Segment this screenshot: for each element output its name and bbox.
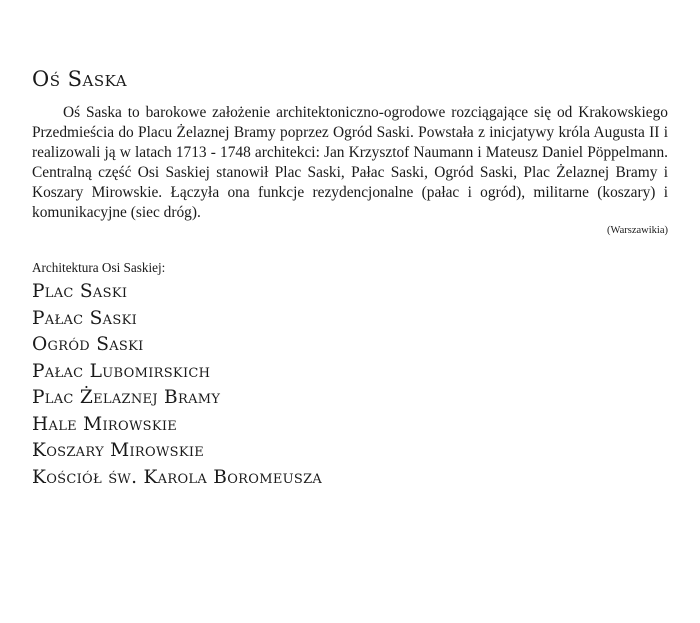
list-item: Ogród Saski [32,334,144,355]
list-item: Plac Żelaznej Bramy [32,387,221,408]
intro-paragraph: Oś Saska to barokowe założenie architektoniczno-ogrodowe rozciągające się od Krakowskiego Przedmieścia do Placu Żelaznej Bramy poprzez Ogród Saski. Powstała z inicjatywy króla Augusta II i realizowali ją w latach 1713 - 1748 architekci: Jan Krzysztof Naumann i Mateusz Daniel Pöppelmann. Centralną część Osi Saskiej stanowił Plac Saski, Pałac Saski, Ogród Saski, Plac Żelaznej Bramy i Koszary Mirowskie. Łączyła ona funkcje rezydencjonalne (pałac i ogród), militarne (koszary) i komunikacyjne (siec dróg). [32,104,668,221]
list-item: Pałac Lubomirskich [32,360,211,382]
list-item: Kościół św. Karola Boromeusza [32,466,323,488]
list-item: Pałac Saski [32,307,138,329]
list-item: Plac Saski [32,281,128,302]
architecture-list [32,279,668,491]
list-item: Koszary Mirowskie [32,440,205,461]
list-item: Hale Mirowskie [32,413,178,435]
source-citation: (Warszawikia) [607,225,668,236]
list-heading: Architektura Osi Saskiej: [32,260,166,275]
page-title: Oś Saska [32,67,128,91]
document-page [32,64,668,491]
